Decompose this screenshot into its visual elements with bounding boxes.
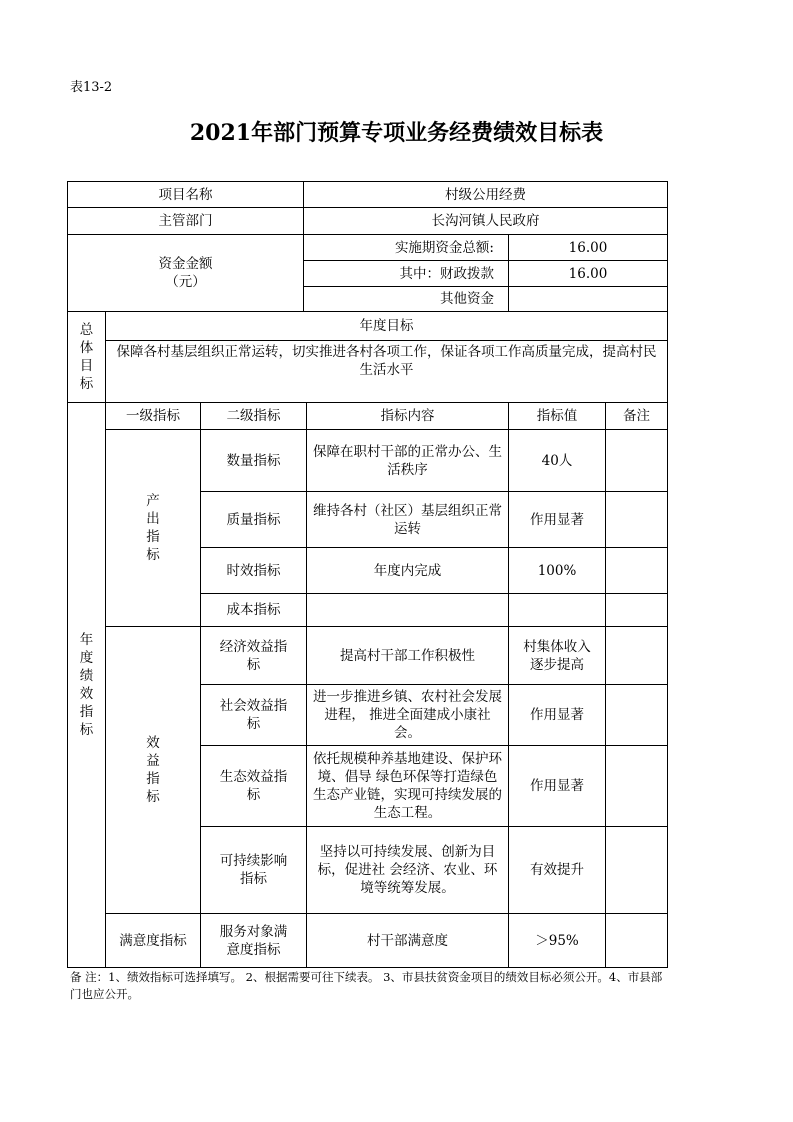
side-char: 年 [79,632,94,648]
table-number: 表13-2 [70,80,113,95]
row-value: 有效提升 [508,826,606,914]
group-char: 指 [146,771,160,787]
header-note: 备注 [605,402,668,430]
row-note [605,684,668,746]
row-content: 保障在职村干部的正常办公、生活秩序 [306,429,509,492]
output-indicator-label [105,429,201,627]
row-content: 年度内完成 [306,547,509,594]
row-level2: 经济效益指标 [200,626,307,685]
side-char: 度 [79,650,94,666]
row-value [508,593,606,627]
group-char: 指 [146,529,160,545]
fund-amount-label-line2: （元） [165,274,206,290]
side-char: 标 [79,722,94,738]
other-fund-value [508,286,668,312]
row-content: 维持各村（社区）基层组织正常运转 [306,491,509,548]
header-level2: 二级指标 [200,402,307,430]
row-note [605,626,668,685]
row-level2: 时效指标 [200,547,307,594]
side-char: 总 [79,322,94,338]
other-fund-label: 其他资金 [303,286,509,312]
group-char: 益 [146,753,160,769]
row-value: 作用显著 [508,745,606,827]
row-content: 依托规模种养基地建设、保护环境、倡导 绿色环保等打造绿色生态产业链，实现可持续发展的生态工程。 [306,745,509,827]
footnote: 备 注：1、绩效指标可选择填写。 2、根据需要可往下续表。 3、市县扶贫资金项目的绩效目标必须公开。4、市县部门也应公开。 [70,970,663,1001]
group-char: 标 [146,547,160,563]
project-name-value: 村级公用经费 [303,181,668,208]
row-note [605,826,668,914]
row-note [605,593,668,627]
group-char: 出 [146,511,160,527]
row-content: 提高村干部工作积极性 [306,626,509,685]
row-value: ＞95% [508,913,606,968]
row-content: 村干部满意度 [306,913,509,968]
overall-target-side-label [67,311,106,403]
row-value: 作用显著 [508,684,606,746]
total-fund-value: 16.00 [508,234,668,261]
header-level1: 一级指标 [105,402,201,430]
annual-target-heading: 年度目标 [105,311,668,341]
benefit-indicator-label [105,626,201,914]
row-value: 100% [508,547,606,594]
fiscal-fund-label: 其中：财政拨款 [303,260,509,287]
group-char: 标 [146,789,160,805]
row-note [605,429,668,492]
dept-label: 主管部门 [67,207,304,235]
row-level2: 数量指标 [200,429,307,492]
row-level2: 生态效益指标 [200,745,307,827]
row-content [306,593,509,627]
row-level2: 成本指标 [200,593,307,627]
fund-amount-label [67,234,304,312]
side-char: 效 [79,686,94,702]
group-char: 效 [146,735,160,751]
row-level2: 社会效益指标 [200,684,307,746]
group-char: 产 [146,493,160,509]
total-fund-label: 实施期资金总额: [303,234,509,261]
row-level2: 可持续影响指标 [200,826,307,914]
row-note [605,913,668,968]
fiscal-fund-value: 16.00 [508,260,668,287]
row-level2: 质量指标 [200,491,307,548]
page-title: 2021年部门预算专项业务经费绩效目标表 [189,120,604,146]
side-char: 绩 [79,668,94,684]
satisfaction-indicator-label: 满意度指标 [105,913,201,968]
side-char: 目 [79,358,94,374]
row-content: 坚持以可持续发展、创新为目标，促进社 会经济、农业、环境等统筹发展。 [306,826,509,914]
side-char: 标 [79,376,94,392]
side-char: 体 [79,340,94,356]
header-content: 指标内容 [306,402,509,430]
row-level2: 服务对象满意度指标 [200,913,307,968]
row-value: 作用显著 [508,491,606,548]
row-note [605,745,668,827]
row-content: 进一步推进乡镇、农村社会发展进程， 推进全面建成小康社会。 [306,684,509,746]
row-note [605,491,668,548]
row-value: 村集体收入逐步提高 [508,626,606,685]
header-value: 指标值 [508,402,606,430]
annual-performance-side-label [67,402,106,968]
side-char: 指 [79,704,94,720]
row-value: 40人 [508,429,606,492]
row-note [605,547,668,594]
dept-value: 长沟河镇人民政府 [303,207,668,235]
annual-target-text: 保障各村基层组织正常运转，切实推进各村各项工作，保证各项工作高质量完成，提高村民生活水平 [105,340,668,403]
fund-amount-label-line1: 资金金额 [158,256,213,272]
project-name-label: 项目名称 [67,181,304,208]
